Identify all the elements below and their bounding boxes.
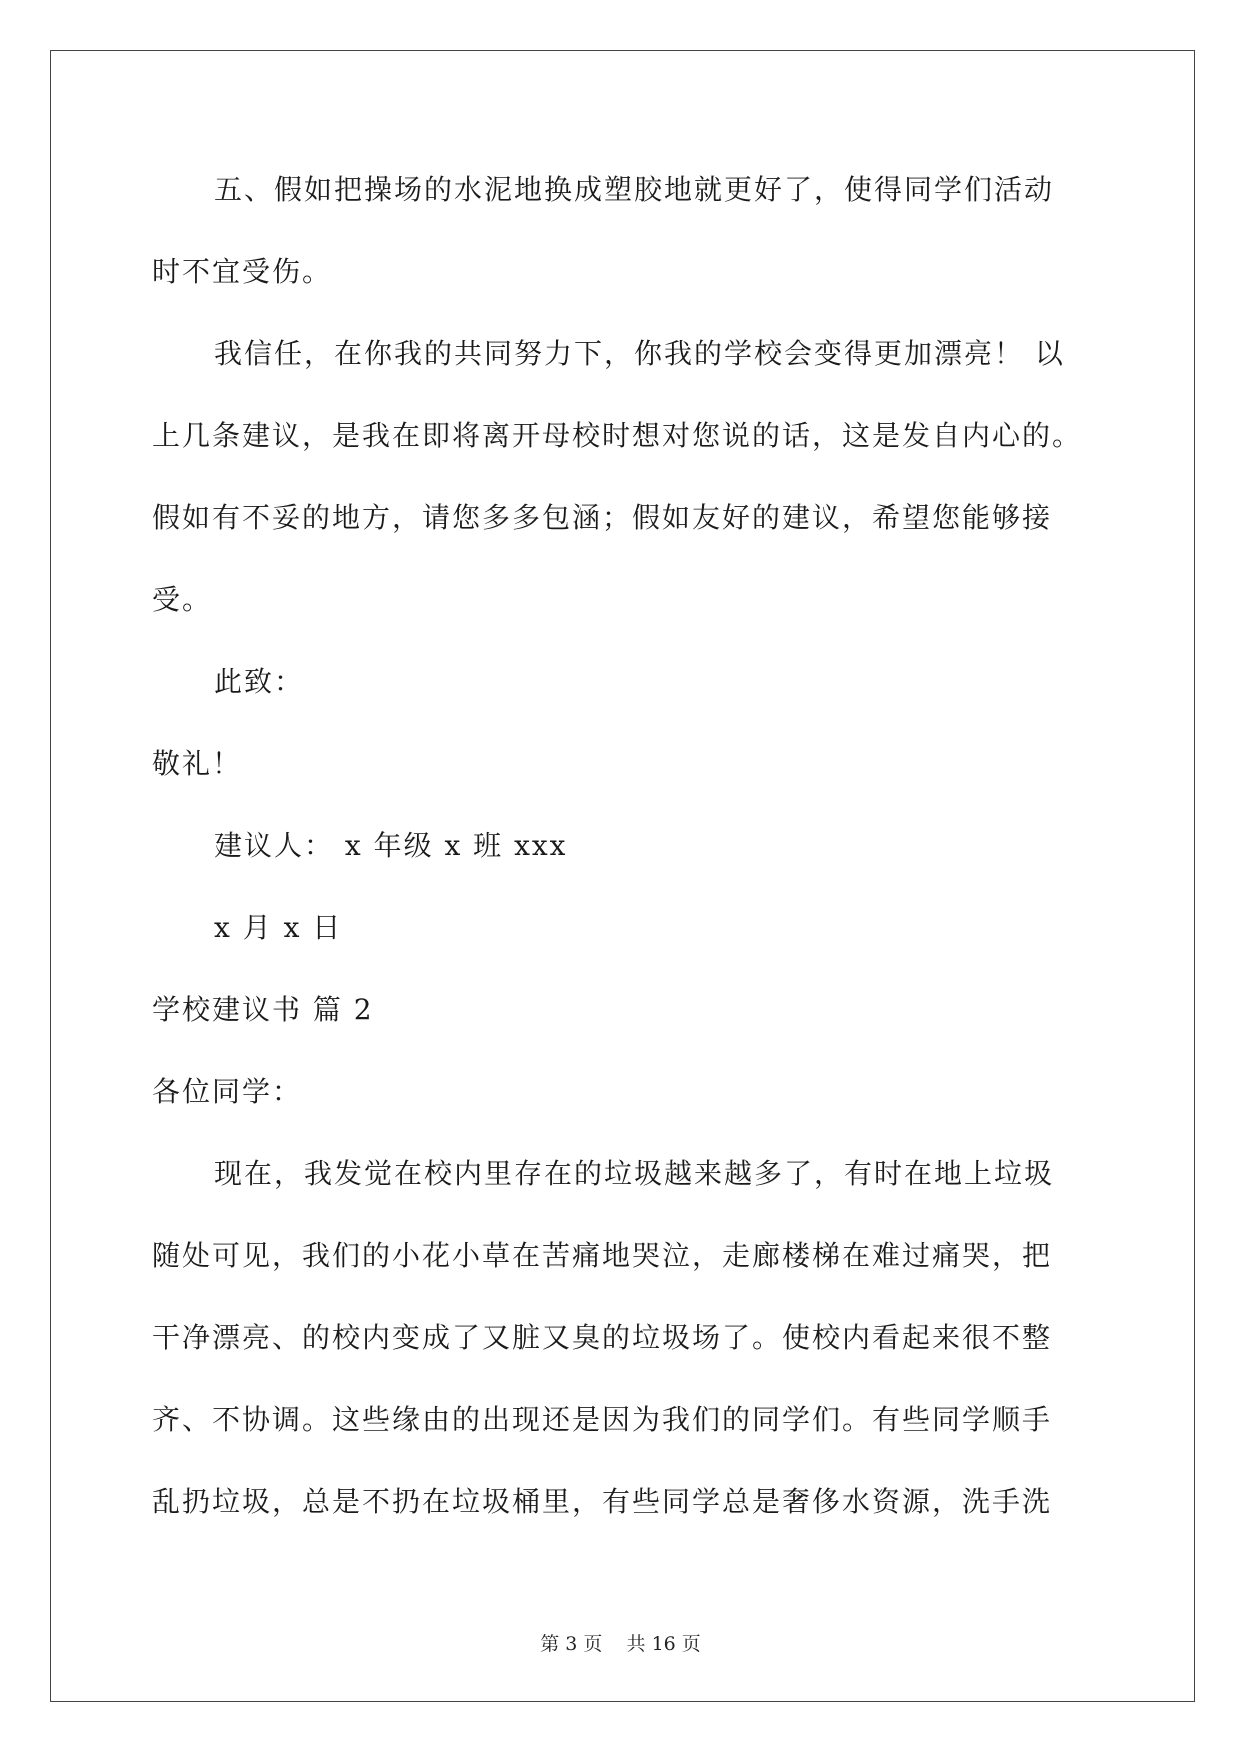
paragraph-line: 齐、不协调。这些缘由的出现还是因为我们的同学们。有些同学顺手	[152, 1403, 1053, 1436]
paragraph-line: 假如有不妥的地方，请您多多包涵；假如友好的建议，希望您能够接	[152, 501, 1053, 534]
page-number: 第 3 页	[540, 1633, 603, 1655]
closing-salutation: 此致：	[214, 665, 305, 698]
page-total: 共 16 页	[626, 1633, 701, 1655]
signature-line: 建议人： x 年级 x 班 xxx	[214, 829, 568, 862]
paragraph-line: 干净漂亮、的校内变成了又脏又臭的垃圾场了。使校内看起来很不整	[152, 1321, 1053, 1354]
paragraph-line: 我信任，在你我的共同努力下，你我的学校会变得更加漂亮！ 以	[214, 337, 1065, 370]
paragraph-line: 随处可见，我们的小花小草在苦痛地哭泣，走廊楼梯在难过痛哭，把	[152, 1239, 1053, 1272]
closing-respect: 敬礼！	[152, 747, 243, 780]
paragraph-line: 时不宜受伤。	[152, 255, 333, 288]
date-line: x 月 x 日	[214, 911, 343, 944]
paragraph-line: 上几条建议，是我在即将离开母校时想对您说的话，这是发自内心的。	[152, 419, 1083, 452]
paragraph-line: 受。	[152, 583, 213, 616]
page-footer	[0, 1632, 1241, 1656]
paragraph-line: 现在，我发觉在校内里存在的垃圾越来越多了，有时在地上垃圾	[214, 1157, 1055, 1190]
section-heading: 学校建议书 篇 2	[152, 993, 374, 1026]
paragraph-line: 五、假如把操场的水泥地换成塑胶地就更好了，使得同学们活动	[214, 173, 1055, 206]
page-frame	[50, 50, 1195, 1702]
greeting-line: 各位同学：	[152, 1075, 303, 1108]
paragraph-line: 乱扔垃圾，总是不扔在垃圾桶里，有些同学总是奢侈水资源，洗手洗	[152, 1485, 1053, 1518]
